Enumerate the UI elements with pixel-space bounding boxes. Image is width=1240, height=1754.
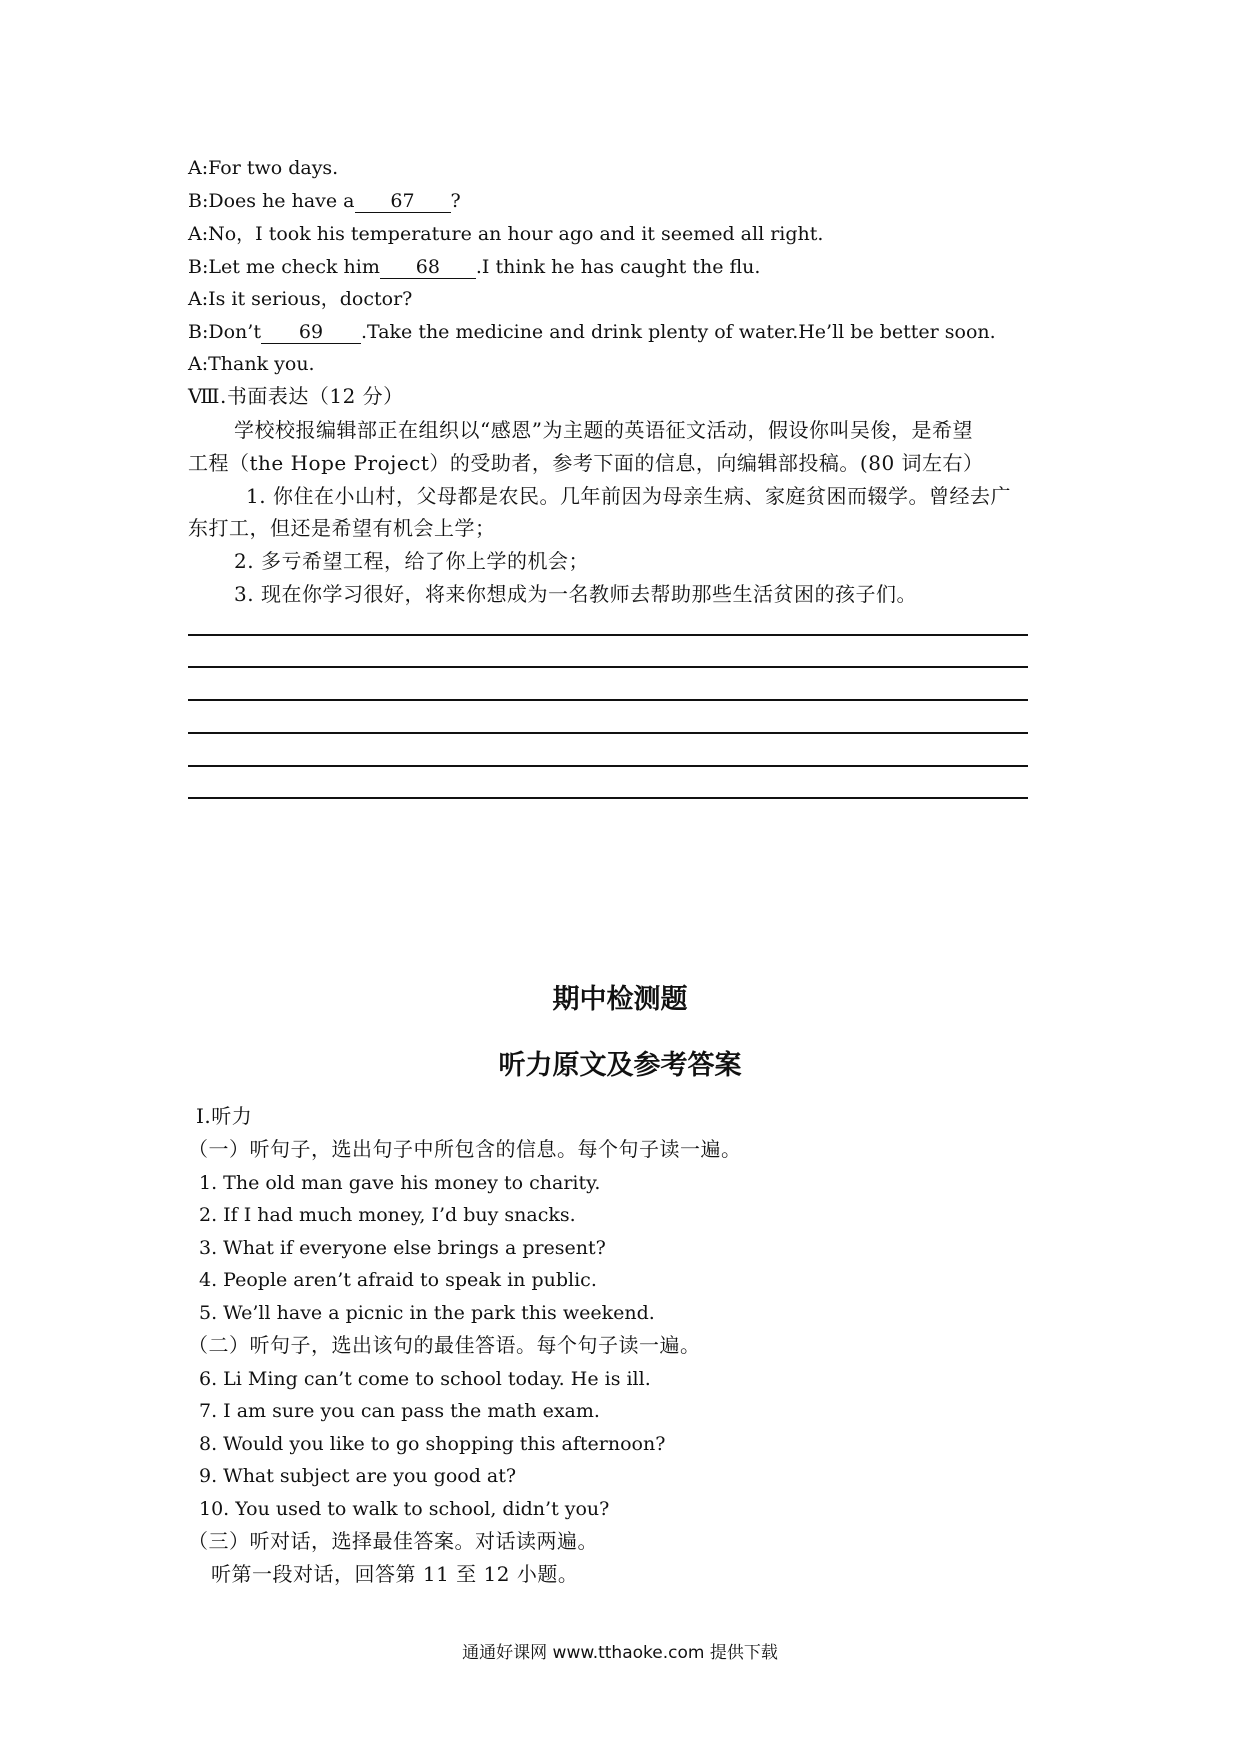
dialogue-line-6 (188, 320, 996, 344)
dialogue-text: .Take the medicine and drink plenty of water.He’ll be better soon. (360, 321, 996, 343)
section-title: 期中检测题 (552, 984, 688, 1015)
answer-line[interactable] (188, 732, 1028, 734)
dialogue-text: ? (450, 190, 461, 212)
list-item: 6. Li Ming can’t come to school today. He is ill. (199, 1368, 651, 1390)
dialogue-text: A:For two days. (188, 157, 339, 179)
dialogue-text: B:Let me check him (188, 256, 380, 278)
list-item: 9. What subject are you good at? (199, 1465, 517, 1487)
list-item: 5. We’ll have a picnic in the park this weekend. (199, 1302, 655, 1324)
answer-line[interactable] (188, 666, 1028, 668)
answer-line[interactable] (188, 797, 1028, 799)
section-subtitle: 听力原文及参考答案 (498, 1050, 742, 1081)
blank-67: 67 (355, 190, 451, 213)
footer-text: 通通好课网 www.tthaoke.com 提供下载 (462, 1643, 778, 1663)
list-item: 3. What if everyone else brings a present? (199, 1237, 606, 1259)
writing-point-3: 3. 现在你学习很好，将来你想成为一名教师去帮助那些生活贫困的孩子们。 (234, 582, 917, 606)
writing-prompt-line-2: 工程（the Hope Project）的受助者，参考下面的信息，向编辑部投稿。(80 词左右） (188, 451, 984, 475)
dialogue-text: A:Thank you. (188, 353, 315, 375)
writing-point-1-line-2: 东打工，但还是希望有机会上学； (188, 516, 496, 540)
dialogue-text: A:No，I took his temperature an hour ago and it seemed all right. (188, 223, 824, 245)
sub-heading-2: （二）听句子，选出该句的最佳答语。每个句子读一遍。 (188, 1333, 701, 1357)
list-item: 8. Would you like to go shopping this afternoon? (199, 1433, 666, 1455)
answer-line[interactable] (188, 699, 1028, 701)
dialogue-line-3 (188, 222, 823, 246)
sub-heading-1: （一）听句子，选出句子中所包含的信息。每个句子读一遍。 (188, 1137, 742, 1161)
dialogue-line-1 (188, 156, 338, 180)
sub-heading-3: （三）听对话，选择最佳答案。对话读两遍。 (188, 1529, 598, 1553)
list-item: 2. If I had much money, I’d buy snacks. (199, 1204, 576, 1226)
part-heading: Ⅰ.听力 (196, 1104, 253, 1128)
dialogue-text: B:Does he have a (188, 190, 355, 212)
dialogue-line-2 (188, 189, 461, 213)
writing-prompt-line-1: 学校校报编辑部正在组织以“感恩”为主题的英语征文活动，假设你叫吴俊，是希望 (234, 418, 973, 442)
dialogue-line-5 (188, 287, 412, 311)
blank-69: 69 (261, 321, 361, 344)
writing-point-1-line-1: 1. 你住在小山村，父母都是农民。几年前因为母亲生病、家庭贫困而辍学。曾经去广 (246, 484, 1011, 508)
blank-68: 68 (380, 256, 476, 279)
writing-point-2: 2. 多亏希望工程，给了你上学的机会； (234, 549, 589, 573)
dialogue-line-4 (188, 255, 760, 279)
list-item: 10. You used to walk to school, didn’t you? (199, 1498, 610, 1520)
dialogue-text: .I think he has caught the flu. (475, 256, 761, 278)
sub-heading-3-note: 听第一段对话，回答第 11 至 12 小题。 (211, 1562, 579, 1586)
dialogue-text: B:Don’t (188, 321, 261, 343)
dialogue-text: A:Is it serious，doctor? (188, 288, 413, 310)
dialogue-line-7 (188, 352, 315, 376)
list-item: 4. People aren’t afraid to speak in public. (199, 1269, 597, 1291)
answer-line[interactable] (188, 634, 1028, 636)
list-item: 1. The old man gave his money to charity. (199, 1172, 601, 1194)
answer-line[interactable] (188, 765, 1028, 767)
list-item: 7. I am sure you can pass the math exam. (199, 1400, 600, 1422)
writing-title: Ⅷ.书面表达（12 分） (188, 384, 404, 408)
